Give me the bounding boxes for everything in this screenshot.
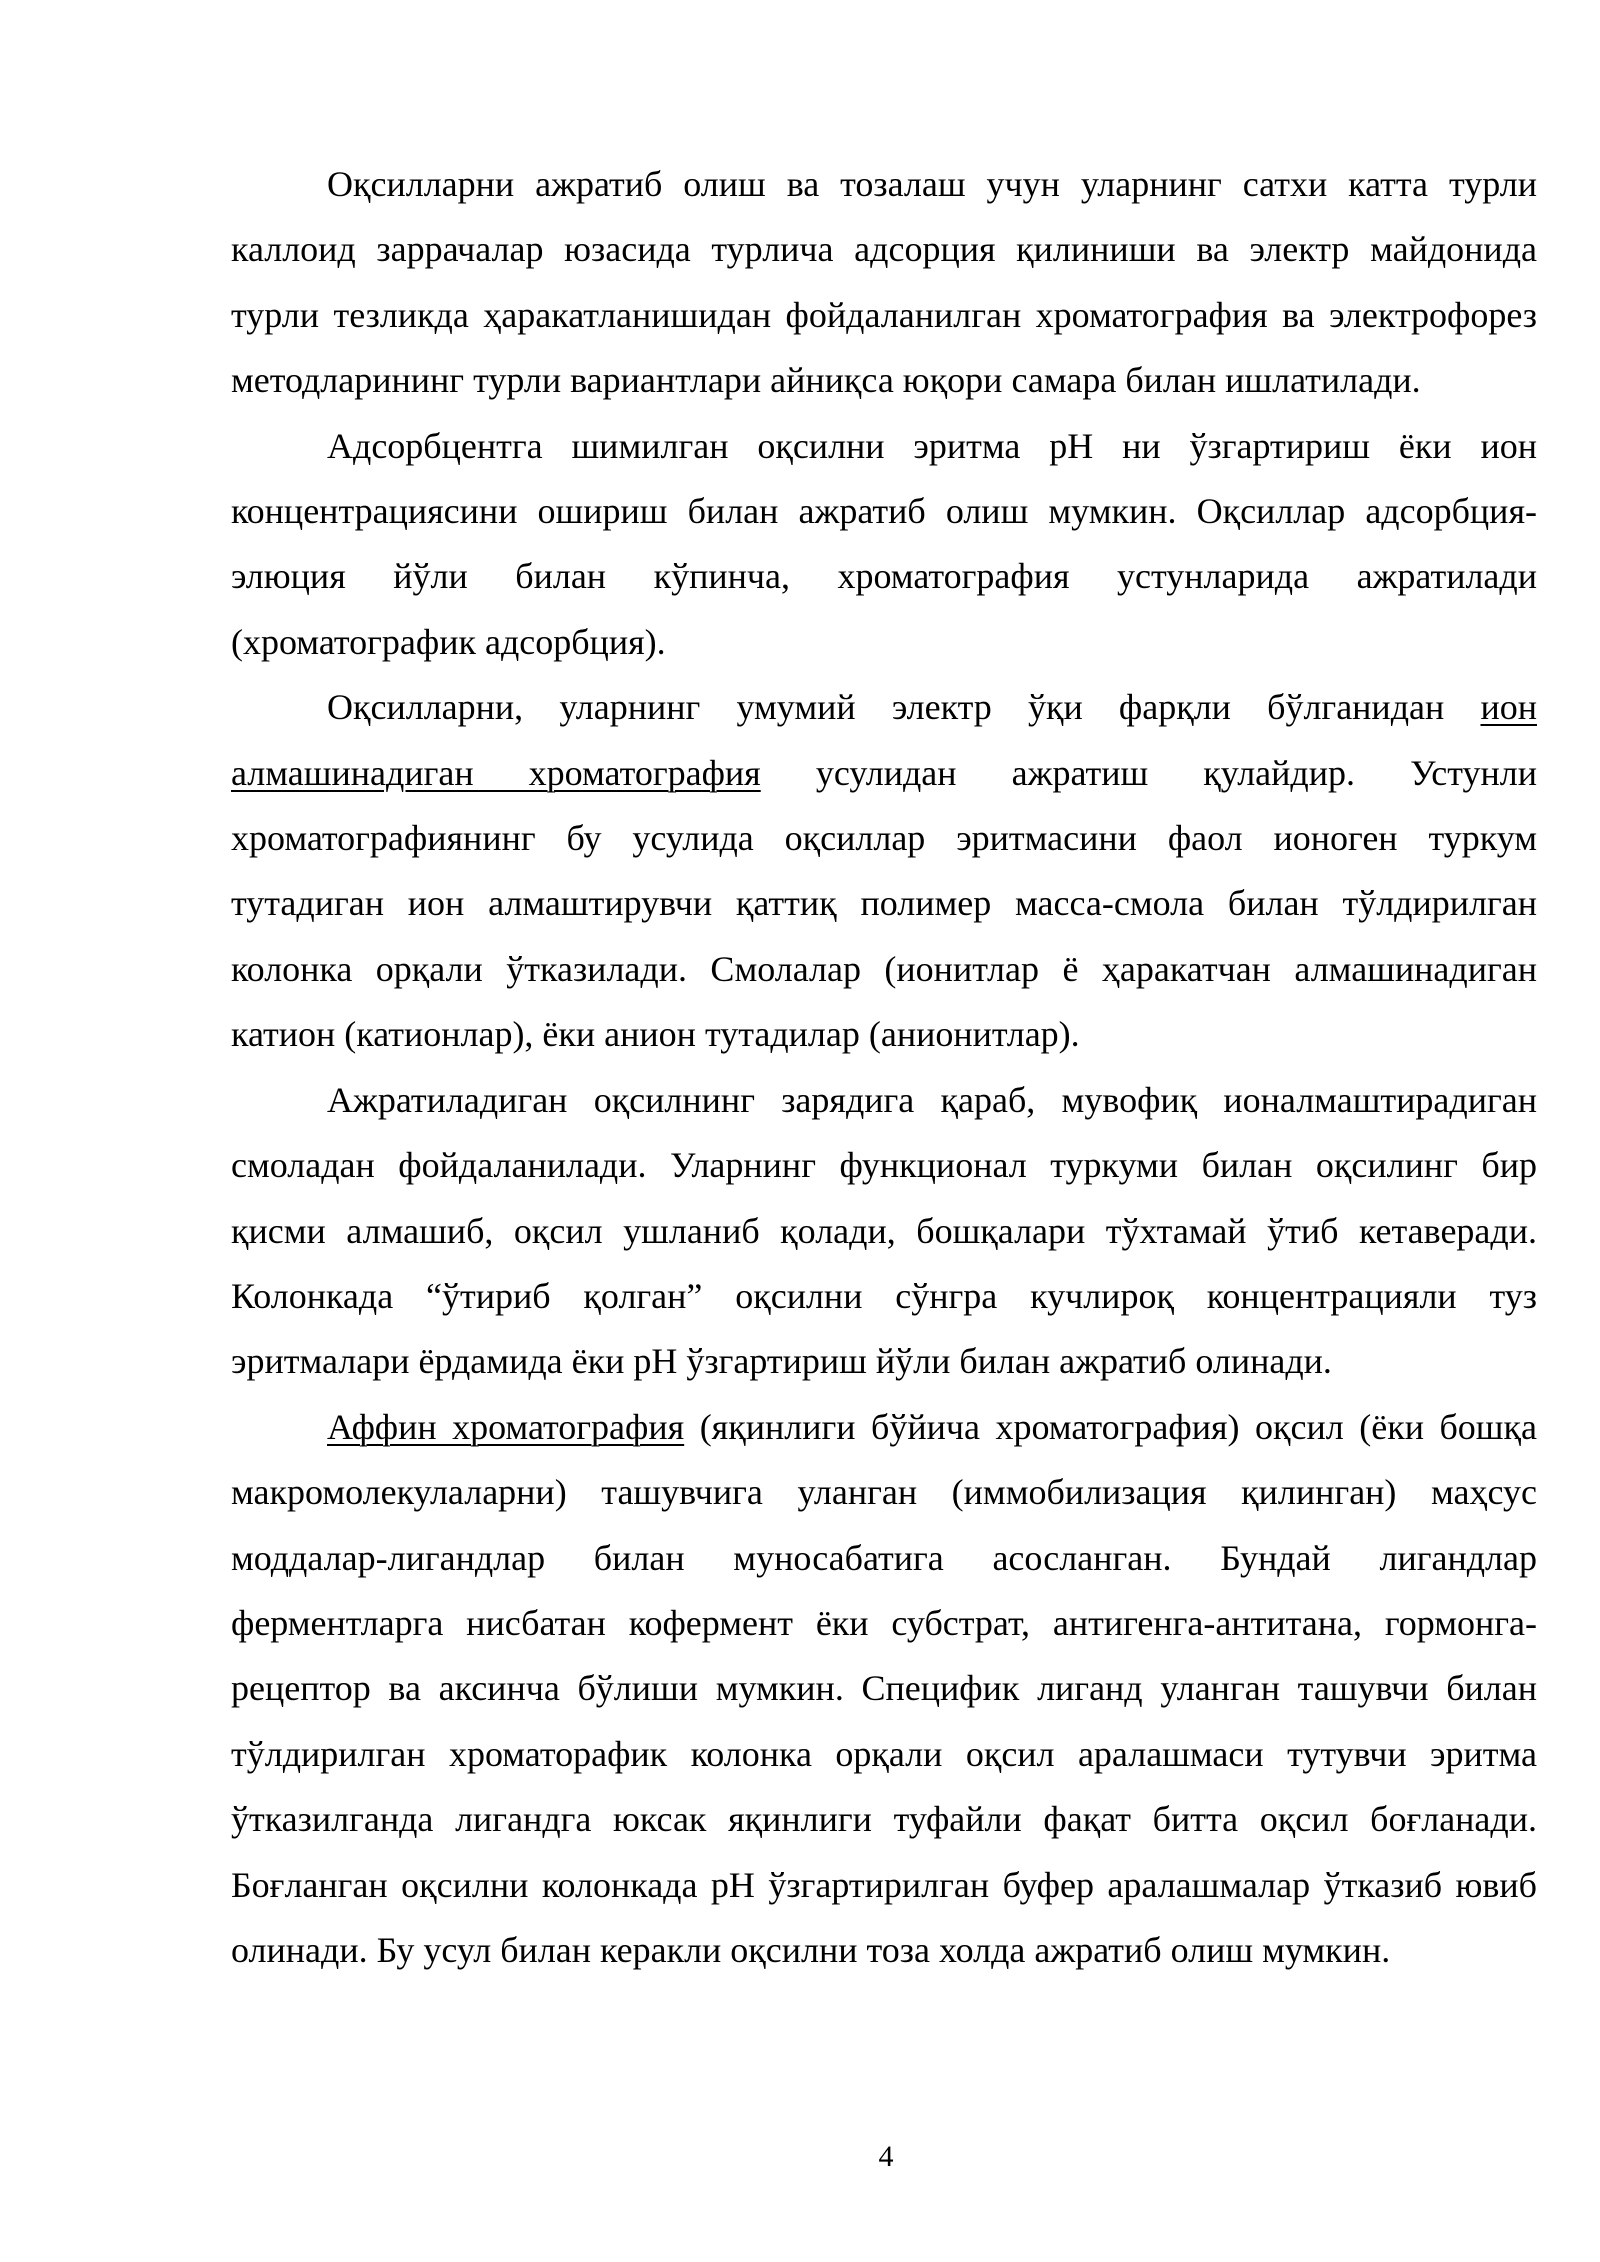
paragraph [231, 414, 1537, 676]
paragraph [231, 1395, 1537, 1984]
paragraph-text: Ажратиладиган оқсилнинг зарядига қараб, мувофиқ ионалмаштирадиган смоладан фойдаланилади. Уларнинг функционал туркуми билан оқсилинг бир қисми алмашиб, оқсил ушланиб қолади, бошқалари тўхтамай ўтиб кетаверади. Колонкада “ўтириб қолган” оқсилни сўнгра кучлироқ концентрацияли туз эритмалари ёрдамида ёки рН ўзгартириш йўли билан ажратиб олинади. [231, 1079, 1537, 1382]
paragraph-text: усулидан ажратиш қулайдир. Устунли хроматографиянинг бу усулида оқсиллар эритмасини фаол ионоген туркум тутадиган ион алмаштирувчи қаттиқ полимер масса-смола билан тўлдирилган колонка орқали ўтказилади. Смолалар (ионитлар ё ҳаракатчан алмашинадиган катион (катионлар), ёки анион тутадилар (анионитлар). [231, 752, 1537, 1055]
paragraph [231, 152, 1537, 414]
page-number: 4 [878, 2140, 894, 2173]
paragraph-text: Оқсилларни ажратиб олиш ва тозалаш учун уларнинг сатхи катта турли каллоид заррачалар юзасида турлича адсорция қилиниши ва электр майдонида турли тезликда ҳаракатланишидан фойдаланилган хроматография ва электрофорез методларининг турли вариантлари айниқса юқори самара билан ишлатилади. [231, 164, 1537, 401]
paragraph-text: (яқинлиги бўйича хроматография) оқсил (ёки бошқа макромолекулаларни) ташувчига уланган (иммобилизация қилинган) маҳсус моддалар-лигандлар билан муносабатига асосланган. Бундай лигандлар ферментларга нисбатан кофермент ёки субстрат, антигенга-антитана, гормонга-рецептор ва аксинча бўлиши мумкин. Специфик лиганд уланган ташувчи билан тўлдирилган хроматорафик колонка орқали оқсил аралашмаси тутувчи эритма ўтказилганда лигандга юксак яқинлиги туфайли фақат битта оқсил боғланади. Боғланган оқсилни колонкада рН ўзгартирилган буфер аралашмалар ўтказиб ювиб олинади. Бу усул билан керакли оқсилни тоза холда ажратиб олиш мумкин. [231, 1406, 1537, 1970]
paragraph-text: Оқсилларни, уларнинг умумий электр ўқи фарқли бўлганидан [327, 687, 1481, 728]
paragraph [231, 1068, 1537, 1395]
document-body [231, 152, 1537, 1983]
underlined-term: Аффин хроматография [327, 1406, 685, 1447]
paragraph-text: Адсорбцентга шимилган оқсилни эритма рН ни ўзгартириш ёки ион концентрациясини ошириш билан ажратиб олиш мумкин. Оқсиллар адсорбция-элюция йўли билан кўпинча, хроматография устунларида ажратилади (хроматографик адсорбция). [231, 425, 1537, 662]
underlined-term: ион алмашинадиган хроматография [231, 687, 1537, 793]
paragraph [231, 675, 1537, 1067]
